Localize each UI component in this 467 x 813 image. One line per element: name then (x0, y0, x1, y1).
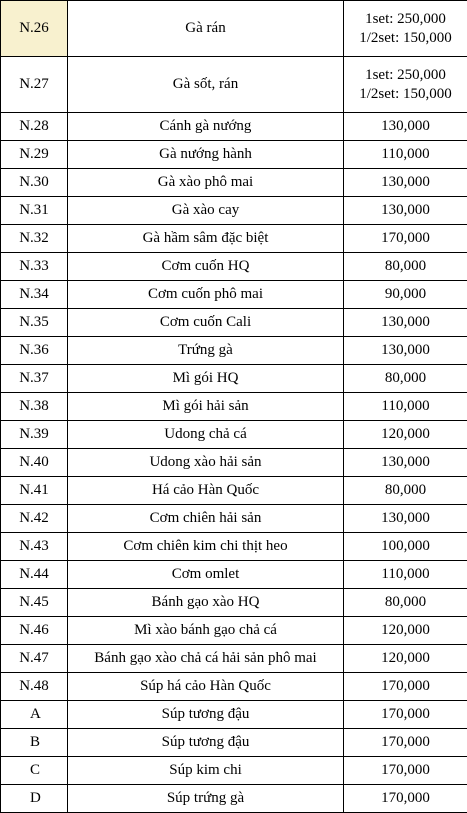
table-row (1, 337, 467, 365)
item-price-cell (344, 141, 467, 169)
table-row (1, 141, 467, 169)
price-line: 170,000 (344, 761, 467, 780)
price-line: 130,000 (344, 341, 467, 360)
item-name-cell: Bánh gạo xào chả cá hải sản phô mai (68, 645, 344, 673)
table-row (1, 673, 467, 701)
price-line: 120,000 (344, 621, 467, 640)
table-row (1, 701, 467, 729)
item-code-cell: N.30 (1, 169, 68, 197)
item-price-cell (344, 337, 467, 365)
item-name-cell: Mì xào bánh gạo chả cá (68, 617, 344, 645)
item-name-cell: Gà xào phô mai (68, 169, 344, 197)
price-line: 120,000 (344, 425, 467, 444)
table-row (1, 1, 467, 57)
table-row (1, 393, 467, 421)
item-name-cell: Gà rán (68, 1, 344, 57)
item-code-cell: N.46 (1, 617, 68, 645)
table-row (1, 253, 467, 281)
item-name-cell: Cơm cuốn Cali (68, 309, 344, 337)
item-name-cell: Udong chả cá (68, 421, 344, 449)
item-code-cell: N.48 (1, 673, 68, 701)
item-price-cell (344, 589, 467, 617)
item-price-cell (344, 365, 467, 393)
table-row (1, 617, 467, 645)
item-code-cell: N.45 (1, 589, 68, 617)
item-price-cell (344, 253, 467, 281)
item-price-cell (344, 57, 467, 113)
item-price-cell (344, 393, 467, 421)
item-price-cell (344, 561, 467, 589)
price-line: 90,000 (344, 285, 467, 304)
item-code-cell: N.29 (1, 141, 68, 169)
table-row (1, 505, 467, 533)
item-price-cell (344, 449, 467, 477)
item-code-cell: D (1, 785, 68, 813)
table-row (1, 477, 467, 505)
item-name-cell: Cơm chiên kim chi thịt heo (68, 533, 344, 561)
price-line: 100,000 (344, 537, 467, 556)
item-code-cell: N.43 (1, 533, 68, 561)
item-code-cell: A (1, 701, 68, 729)
item-price-cell (344, 729, 467, 757)
item-name-cell: Súp há cảo Hàn Quốc (68, 673, 344, 701)
table-row (1, 421, 467, 449)
table-row (1, 197, 467, 225)
item-name-cell: Gà xào cay (68, 197, 344, 225)
table-row (1, 365, 467, 393)
menu-table-body (1, 1, 467, 813)
table-row (1, 729, 467, 757)
table-row (1, 645, 467, 673)
price-line: 1set: 250,000 (344, 10, 467, 29)
price-line: 80,000 (344, 369, 467, 388)
item-name-cell: Gà sốt, rán (68, 57, 344, 113)
item-code-cell: N.41 (1, 477, 68, 505)
item-code-cell: N.47 (1, 645, 68, 673)
item-code-cell: B (1, 729, 68, 757)
price-line: 110,000 (344, 565, 467, 584)
price-line: 170,000 (344, 733, 467, 752)
price-line: 170,000 (344, 229, 467, 248)
item-price-cell (344, 281, 467, 309)
item-name-cell: Cơm chiên hải sản (68, 505, 344, 533)
item-name-cell: Trứng gà (68, 337, 344, 365)
price-line: 170,000 (344, 705, 467, 724)
item-code-cell: N.28 (1, 113, 68, 141)
table-row (1, 757, 467, 785)
item-code-cell: N.31 (1, 197, 68, 225)
price-line: 130,000 (344, 453, 467, 472)
price-line: 120,000 (344, 649, 467, 668)
item-code-cell: N.32 (1, 225, 68, 253)
item-code-cell: N.35 (1, 309, 68, 337)
table-row (1, 113, 467, 141)
item-price-cell (344, 421, 467, 449)
item-name-cell: Gà nướng hành (68, 141, 344, 169)
item-code-cell: N.44 (1, 561, 68, 589)
item-price-cell (344, 757, 467, 785)
item-price-cell (344, 701, 467, 729)
price-line: 1/2set: 150,000 (344, 29, 467, 48)
item-price-cell (344, 225, 467, 253)
item-name-cell: Súp tương đậu (68, 729, 344, 757)
item-code-cell: N.38 (1, 393, 68, 421)
price-line: 170,000 (344, 677, 467, 696)
item-price-cell (344, 1, 467, 57)
price-line: 80,000 (344, 593, 467, 612)
price-line: 130,000 (344, 117, 467, 136)
item-code-cell: C (1, 757, 68, 785)
item-price-cell (344, 785, 467, 813)
item-code-cell: N.39 (1, 421, 68, 449)
item-name-cell: Súp kim chi (68, 757, 344, 785)
item-code-cell: N.26 (1, 1, 68, 57)
item-name-cell: Cơm omlet (68, 561, 344, 589)
item-price-cell (344, 505, 467, 533)
price-line: 130,000 (344, 201, 467, 220)
price-line: 130,000 (344, 173, 467, 192)
table-row (1, 225, 467, 253)
price-line: 80,000 (344, 257, 467, 276)
table-row (1, 281, 467, 309)
item-code-cell: N.37 (1, 365, 68, 393)
price-line: 1/2set: 150,000 (344, 85, 467, 104)
item-price-cell (344, 113, 467, 141)
item-price-cell (344, 169, 467, 197)
item-name-cell: Bánh gạo xào HQ (68, 589, 344, 617)
price-line: 130,000 (344, 313, 467, 332)
item-price-cell (344, 673, 467, 701)
table-row (1, 785, 467, 813)
table-row (1, 589, 467, 617)
price-line: 170,000 (344, 789, 467, 808)
item-name-cell: Cơm cuốn HQ (68, 253, 344, 281)
item-price-cell (344, 197, 467, 225)
table-row (1, 57, 467, 113)
item-name-cell: Há cảo Hàn Quốc (68, 477, 344, 505)
item-code-cell: N.40 (1, 449, 68, 477)
item-name-cell: Cơm cuốn phô mai (68, 281, 344, 309)
price-line: 130,000 (344, 509, 467, 528)
item-code-cell: N.36 (1, 337, 68, 365)
item-name-cell: Súp trứng gà (68, 785, 344, 813)
item-name-cell: Cánh gà nướng (68, 113, 344, 141)
item-code-cell: N.42 (1, 505, 68, 533)
item-price-cell (344, 533, 467, 561)
item-code-cell: N.27 (1, 57, 68, 113)
table-row (1, 449, 467, 477)
price-line: 110,000 (344, 397, 467, 416)
price-line: 80,000 (344, 481, 467, 500)
table-row (1, 533, 467, 561)
item-name-cell: Mì gói HQ (68, 365, 344, 393)
item-code-cell: N.34 (1, 281, 68, 309)
item-price-cell (344, 617, 467, 645)
item-code-cell: N.33 (1, 253, 68, 281)
table-row (1, 561, 467, 589)
table-row (1, 309, 467, 337)
price-line: 1set: 250,000 (344, 66, 467, 85)
table-row (1, 169, 467, 197)
price-line: 110,000 (344, 145, 467, 164)
item-price-cell (344, 309, 467, 337)
item-name-cell: Súp tương đậu (68, 701, 344, 729)
item-price-cell (344, 477, 467, 505)
item-name-cell: Udong xào hải sản (68, 449, 344, 477)
item-price-cell (344, 645, 467, 673)
item-name-cell: Mì gói hải sản (68, 393, 344, 421)
item-name-cell: Gà hầm sâm đặc biệt (68, 225, 344, 253)
